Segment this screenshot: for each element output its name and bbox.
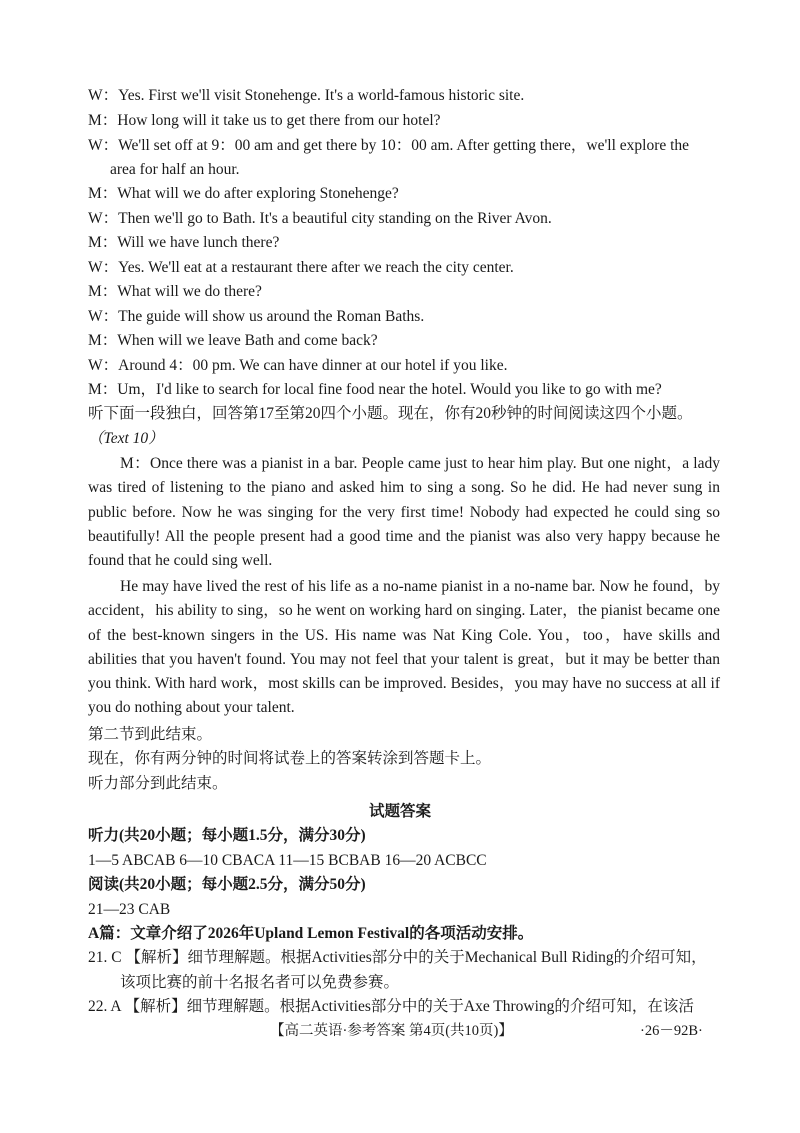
answers-title: 试题答案 <box>368 803 431 820</box>
q22-explanation: 22. A 【解析】细节理解题。根据Activities部分中的关于Axe Throwing的介绍可知，在该活 <box>88 998 694 1015</box>
transfer-note: 现在，你有两分钟的时间将试卷上的答案转涂到答题卡上。 <box>88 750 492 767</box>
monologue-paragraph-1: M：Once there was a pianist in a bar. People came just to hear him play. But one night，a lady was tired of listening to the piano and asked him to sing a song. So he did. He had never sung in public before. Now he was singing for the very first time! Nobody had expected he could sing so beautifully! All the people present had a good time and the pianist was also very happy because he found that he could sing well. <box>88 455 720 570</box>
monologue-paragraph-2: He may have lived the rest of his life as a no-name pianist in a no-name bar. Now he found，by accident，his ability to sing，so he went on working hard on singing. Later，the pianist became one of the best-known singers in the US. His name was Nat King Cole. You，too，have skills and abilities that you haven't found. You may not feel that your talent is great，but it may be better than you think. With hard work，most skills can be improved. Besides，you may have no success at all if you do nothing about your talent. <box>88 578 720 717</box>
dialogue-line: M：Um，I'd like to search for local fine food near the hotel. Would you like to go with me? <box>88 381 662 398</box>
dialogue-line: W：Yes. We'll eat at a restaurant there after we reach the city center. <box>88 259 514 276</box>
dialogue-line: W：Yes. First we'll visit Stonehenge. It's a world-famous historic site. <box>88 87 525 104</box>
reading-section-header: 阅读(共20小题；每小题2.5分，满分50分) <box>88 876 366 893</box>
dialogue-line: W：Around 4：00 pm. We can have dinner at our hotel if you like. <box>88 357 508 374</box>
listening-end-note: 听力部分到此结束。 <box>88 775 228 792</box>
q21-explanation-continuation: 该项比赛的前十名报名者可以免费参赛。 <box>120 974 400 991</box>
listening-answers: 1—5 ABCAB 6—10 CBACA 11—15 BCBAB 16—20 ACBCC <box>88 852 487 869</box>
footer-page-info: 【高二英语·参考答案 第4页(共10页)】 <box>270 1023 513 1039</box>
text10-label: （Text 10） <box>88 430 164 447</box>
dialogue-line: M：Will we have lunch there? <box>88 234 280 251</box>
dialogue-line: W：The guide will show us around the Roman Baths. <box>88 308 425 325</box>
dialogue-line: W：Then we'll go to Bath. It's a beautiful city standing on the River Avon. <box>88 210 552 227</box>
dialogue-line: M：What will we do after exploring Stonehenge? <box>88 185 399 202</box>
footer-code: ·26－92B· <box>640 1023 703 1039</box>
dialogue-line: W：We'll set off at 9：00 am and get there by 10：00 am. After getting there，we'll explore the <box>88 137 690 154</box>
dialogue-line: M：How long will it take us to get there from our hotel? <box>88 112 441 129</box>
q21-explanation: 21. C 【解析】细节理解题。根据Activities部分中的关于Mechanical Bull Riding的介绍可知， <box>88 949 707 966</box>
listening-section-header: 听力(共20小题；每小题1.5分，满分30分) <box>88 827 366 844</box>
reading-answers: 21—23 CAB <box>88 901 171 918</box>
dialogue-line: M：What will we do there? <box>88 283 262 300</box>
dialogue-line-continuation: area for half an hour. <box>110 161 240 178</box>
text10-instruction: 听下面一段独白，回答第17至第20四个小题。现在，你有20秒钟的时间阅读这四个小题。 <box>88 405 693 422</box>
section-end-note: 第二节到此结束。 <box>88 726 213 743</box>
passage-a-summary: A篇：文章介绍了2026年Upland Lemon Festival的各项活动安排。 <box>88 925 534 942</box>
dialogue-line: M：When will we leave Bath and come back? <box>88 332 378 349</box>
